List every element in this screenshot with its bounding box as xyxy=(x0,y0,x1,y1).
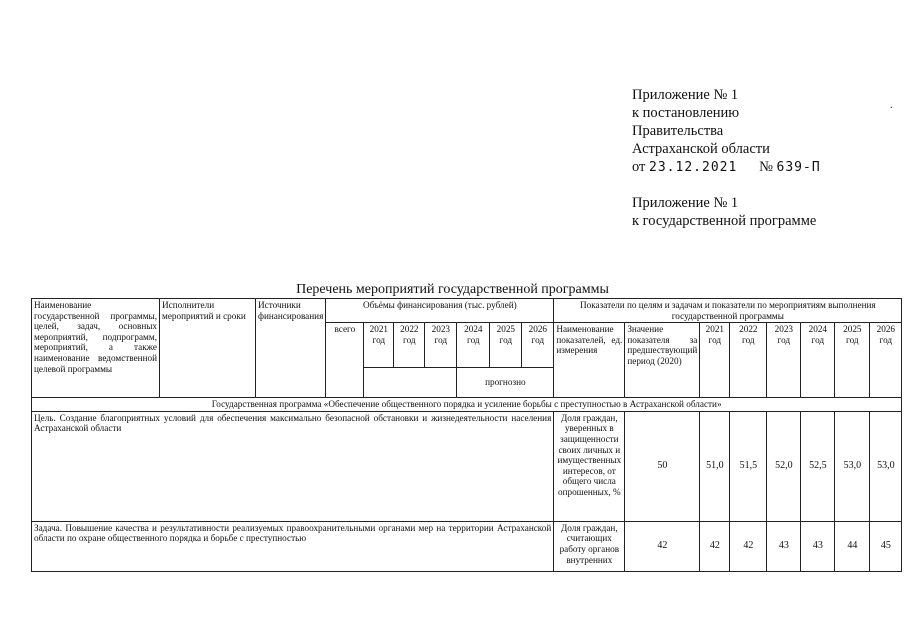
task-value-2025: 44 xyxy=(835,521,870,571)
annex-date: 23.12.2021 xyxy=(649,160,738,175)
header-name: Наименование государственной программы, целей, задач, основных мероприятий, подпрограмм, мероприятий, а также наименование ведомственной целевой программы xyxy=(32,299,160,398)
header-row-1 xyxy=(32,299,902,323)
task-base-value: 42 xyxy=(625,521,700,571)
header-ind-year-2022: 2022 год xyxy=(730,323,767,398)
annex-block xyxy=(632,86,821,177)
header-indicators: Показатели по целям и задачам и показатели по мероприятиям выполнения государственной программы xyxy=(554,299,902,323)
date-prefix: от xyxy=(632,159,646,175)
goal-text: Цель. Создание благоприятных условий для обеспечения максимально безопасной обстановки и жизнедеятельности населения Астраханской области xyxy=(32,411,554,521)
header-fin-year-2022: 2022 год xyxy=(394,323,425,368)
annex2-line-1: Приложение № 1 xyxy=(632,195,739,211)
header-ind-year-2024: 2024 год xyxy=(801,323,835,398)
header-source: Источники финансирования xyxy=(256,299,326,398)
annex-line-3: Правительства xyxy=(632,123,724,139)
annex2-line-2: к государственной программе xyxy=(632,213,817,229)
stray-mark: . xyxy=(890,100,893,111)
number-prefix: № xyxy=(759,159,773,175)
header-fin-year-2025: 2025 год xyxy=(490,323,522,368)
header-executors: Исполнители мероприятий и сроки xyxy=(160,299,256,398)
task-row xyxy=(32,521,902,571)
header-finance: Объёмы финансирования (тыс. рублей) xyxy=(326,299,554,323)
header-ind-year-2026: 2026 год xyxy=(870,323,902,398)
header-ind-year-2023: 2023 год xyxy=(767,323,801,398)
program-name: Государственная программа «Обеспечение общественного порядка и усиление борьбы с преступностью в Астраханской области» xyxy=(32,398,902,412)
header-fin-year-2021: 2021 год xyxy=(364,323,394,368)
annex-date-line xyxy=(632,158,821,177)
annex-number: 639-П xyxy=(776,160,821,175)
header-indicator-name: Наименование показателей, ед. измерения xyxy=(554,323,625,398)
annex-line-4: Астраханской области xyxy=(632,141,770,157)
header-ind-year-2021: 2021 год xyxy=(700,323,730,398)
goal-value-2026: 53,0 xyxy=(870,411,902,521)
task-value-2024: 43 xyxy=(801,521,835,571)
task-value-2021: 42 xyxy=(700,521,730,571)
measures-table xyxy=(31,298,902,572)
page-title: Перечень мероприятий государственной программы xyxy=(296,282,609,297)
header-fin-year-2023: 2023 год xyxy=(425,323,457,368)
header-fin-year-2024: 2024 год xyxy=(457,323,490,368)
header-forecast: прогнозно xyxy=(457,368,554,398)
task-value-2022: 42 xyxy=(730,521,767,571)
goal-value-2021: 51,0 xyxy=(700,411,730,521)
goal-base-value: 50 xyxy=(625,411,700,521)
annex-line-2: к постановлению xyxy=(632,105,740,121)
task-value-2026: 45 xyxy=(870,521,902,571)
annex-line-1: Приложение № 1 xyxy=(632,87,739,103)
goal-value-2022: 51,5 xyxy=(730,411,767,521)
goal-value-2023: 52,0 xyxy=(767,411,801,521)
header-ind-year-2025: 2025 год xyxy=(835,323,870,398)
program-row xyxy=(32,398,902,412)
header-total: всего xyxy=(326,323,364,398)
task-text: Задача. Повышение качества и результативности реализуемых правоохранительными органами мер на территории Астраханской области по охране общественного порядка и борьбе с преступностью xyxy=(32,521,554,571)
annex-block-2 xyxy=(632,194,816,230)
goal-value-2024: 52,5 xyxy=(801,411,835,521)
goal-row xyxy=(32,411,902,521)
task-indicator: Доля граждан, считающих работу органов внутренних xyxy=(554,521,625,571)
goal-indicator: Доля граждан, уверенных в защищенности своих личных и имущественных интересов, от общего числа опрошенных, % xyxy=(554,411,625,521)
header-blank xyxy=(364,368,457,398)
header-fin-year-2026: 2026 год xyxy=(522,323,554,368)
task-value-2023: 43 xyxy=(767,521,801,571)
header-indicator-base: Значение показателя за предшествующий период (2020) xyxy=(625,323,700,398)
goal-value-2025: 53,0 xyxy=(835,411,870,521)
